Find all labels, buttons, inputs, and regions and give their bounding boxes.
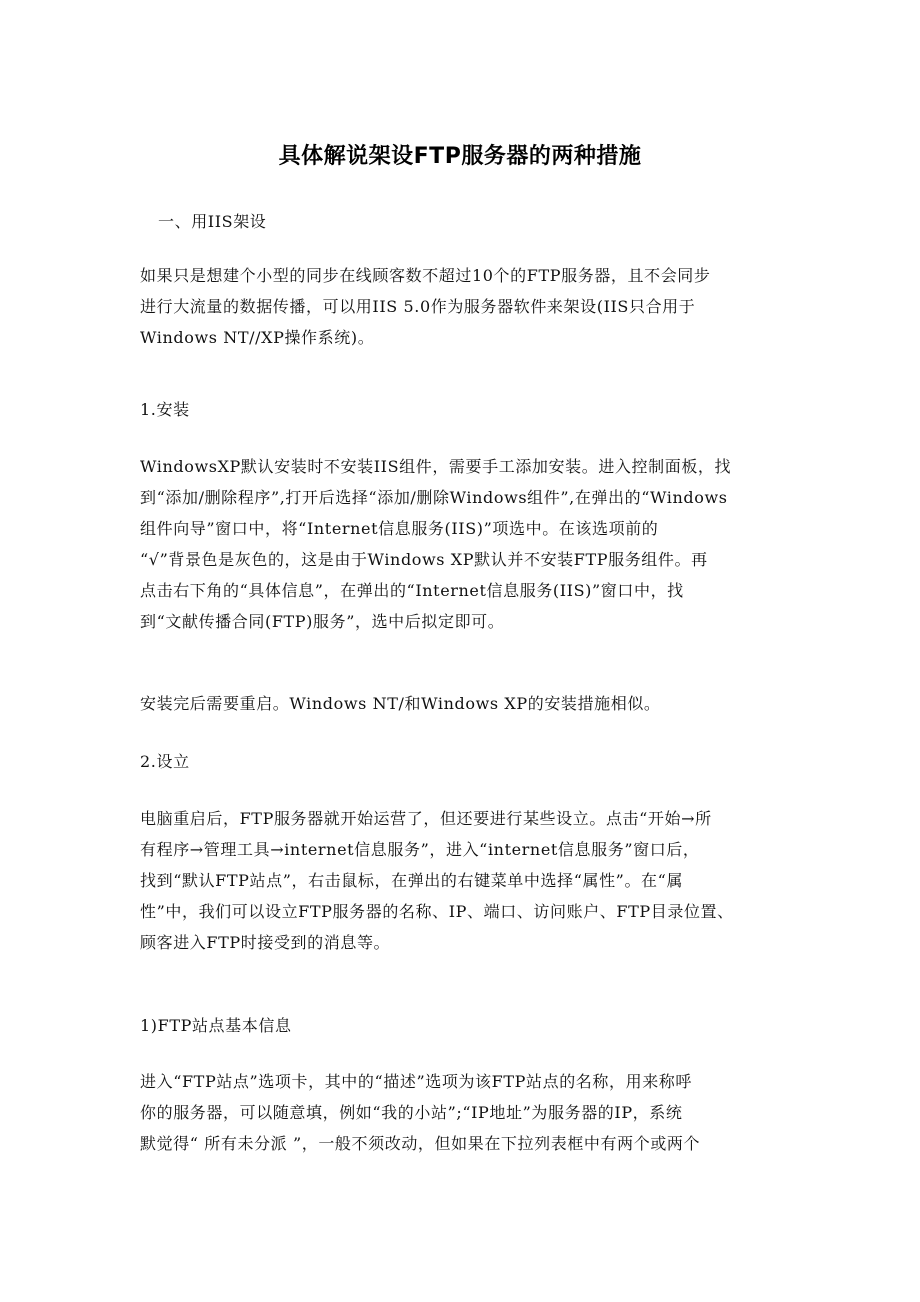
section-heading-iis: 一、用IIS架设 [158, 212, 267, 231]
heading-setup: 2.设立 [140, 752, 190, 771]
install-paragraph [140, 451, 790, 637]
text-line: 到“添加/删除程序”,打开后选择“添加/删除Windows组件”,在弹出的“Windows [140, 488, 728, 507]
text-line: WindowsXP默认安装时不安装IIS组件，需要手工添加安装。进入控制面板，找 [140, 457, 732, 476]
text-line: “√”背景色是灰色的，这是由于Windows XP默认并不安装FTP服务组件。再 [140, 550, 708, 569]
text-line: 找到“默认FTP站点”，右击鼠标，在弹出的右键菜单中选择“属性”。在“属 [140, 871, 684, 890]
text-line: 进行大流量的数据传播，可以用IIS 5.0作为服务器软件来架设(IIS只合用于 [140, 297, 696, 316]
text-line: 电脑重启后，FTP服务器就开始运营了，但还要进行某些设立。点击“开始→所 [140, 809, 712, 828]
heading-install: 1.安装 [140, 400, 190, 419]
text-line: Windows NT//XP操作系统)。 [140, 328, 375, 347]
site-paragraph [140, 1066, 790, 1159]
intro-paragraph [140, 260, 790, 353]
text-line: 你的服务器，可以随意填，例如“我的小站”;“IP地址”为服务器的IP，系统 [140, 1103, 683, 1122]
text-line: 点击右下角的“具体信息”，在弹出的“Internet信息服务(IIS)”窗口中，找 [140, 581, 684, 600]
text-line: 顾客进入FTP时接受到的消息等。 [140, 933, 391, 952]
text-line: 如果只是想建个小型的同步在线顾客数不超过10个的FTP服务器，且不会同步 [140, 266, 711, 285]
document-title: 具体解说架设FTP服务器的两种措施 [278, 144, 642, 169]
text-line: 安装完后需要重启。Windows NT/和Windows XP的安装措施相似。 [140, 694, 661, 713]
setup-paragraph [140, 803, 790, 958]
install-note-paragraph [140, 688, 790, 719]
text-line: 性”中，我们可以设立FTP服务器的名称、IP、端口、访问账户、FTP目录位置、 [140, 902, 734, 921]
text-line: 默觉得“ 所有未分派 ”，一般不须改动，但如果在下拉列表框中有两个或两个 [140, 1134, 701, 1153]
text-line: 组件向导”窗口中，将“Internet信息服务(IIS)”项选中。在该选项前的 [140, 519, 659, 538]
heading-ftp-site-info: 1)FTP站点基本信息 [140, 1016, 292, 1035]
text-line: 进入“FTP站点”选项卡，其中的“描述”选项为该FTP站点的名称，用来称呼 [140, 1072, 692, 1091]
text-line: 有程序→管理工具→internet信息服务”，进入“internet信息服务”窗口后， [140, 840, 700, 859]
text-line: 到“文献传播合同(FTP)服务”，选中后拟定即可。 [140, 612, 505, 631]
